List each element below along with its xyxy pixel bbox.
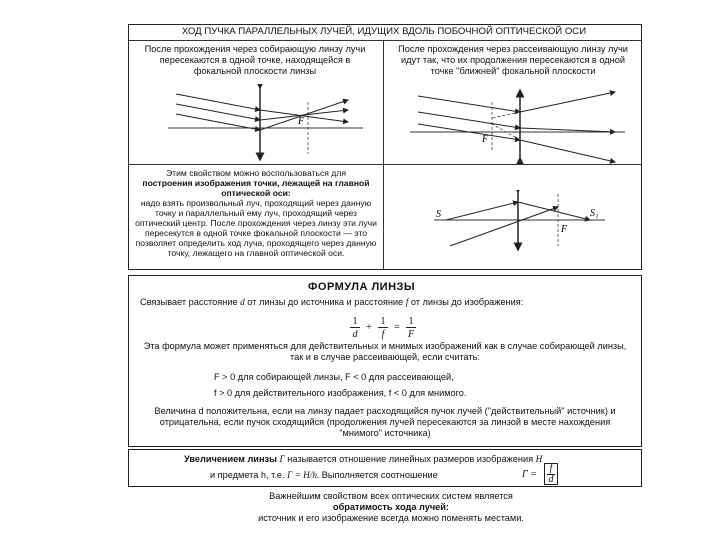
focus-label: F (482, 134, 489, 145)
ray (176, 104, 260, 120)
point-emphasis: построения изображения точки, лежащей на главной оптической оси: (142, 178, 370, 198)
focus-label: F (561, 224, 568, 235)
point-construction-text (132, 168, 380, 258)
top-mid-rule (128, 164, 642, 165)
magnification-line-2: и предмета h, т.е. Г = H/h. Выполняется соотношение (210, 470, 438, 480)
focus-label: F (298, 116, 305, 127)
top-divider (383, 40, 384, 164)
magnification-line-1: Увеличением линзы Г называется отношение линейных размеров изображения H (184, 454, 543, 464)
image-label: S₁ (590, 208, 599, 219)
ray (520, 140, 615, 162)
title-rule (128, 40, 642, 41)
point-image-diagram (430, 190, 610, 254)
ray (520, 128, 615, 132)
point-intro: Этим свойством можно воспользоваться для (166, 168, 346, 178)
ray (520, 92, 615, 112)
reversibility-text: Важнейшим свойством всех оптических систем является обратимость хода лучей: источник и его изображение всегда можно поменять местами. (258, 491, 524, 523)
point-body: надо взять произвольный луч, проходящий через данную точку и параллельный ему луч, проходящий через оптический центр. После прохождения через линзу эти лучи пересекутся в одной точке фокальной плоскости — это позволяет определить ход луча, проходящего через данную точку, лежащего на главной оптической оси. (135, 198, 377, 258)
point-divider (383, 164, 384, 270)
converging-lens-diagram (148, 84, 378, 164)
formula-rule-F: F > 0 для собирающей линзы, F < 0 для рассеивающей, (214, 372, 454, 382)
formula-rule-intro: Эта формула может применяться для действительных и мнимых изображений как в случае собирающей линзы, так и в случае рассеивающей, если считать: (143, 341, 627, 362)
magnification-relation: Г = f d (522, 463, 568, 487)
ray (418, 96, 520, 112)
parallel-ray (450, 207, 558, 246)
top-title: ХОД ПУЧКА ПАРАЛЛЕЛЬНЫХ ЛУЧЕЙ, ИДУЩИХ ВДОЛЬ ПОБОЧНОЙ ОПТИЧЕСКОЙ ОСИ (181, 26, 587, 37)
converging-caption: После прохождения через собирающую линзу лучи пересекаются в одной точке, находящейся в фокальной плоскости линзы (144, 44, 366, 76)
ray (176, 94, 260, 110)
ray (446, 202, 518, 220)
ray (418, 112, 520, 128)
diverging-caption: После прохождения через рассеивающую линзу лучи идут так, что их продолжения пересекаются в одной точке "ближней" фокальной плоскости (398, 44, 628, 76)
formula-title: ФОРМУЛА ЛИНЗЫ (308, 281, 416, 293)
formula-intro: Связывает расстояние d от линзы до источника и расстояние f от линзы до изображения: (140, 297, 524, 307)
formula-d-sign: Величина d положительна, если на линзу падает расходящийся пучок лучей ("действительный" источник) и отрицательна, если пучок сходящийся (продолжения лучей пересекаются за линзой в месте нахождения "мнимого" источника) (154, 406, 616, 438)
formula-rule-f: f > 0 для действительного изображения, f < 0 для мнимого. (214, 388, 467, 398)
source-label: S (436, 209, 441, 220)
ray-extension (492, 112, 520, 118)
diverging-lens-diagram (400, 84, 635, 164)
lens-equation: 1 d + 1 f = 1 F (350, 316, 430, 346)
